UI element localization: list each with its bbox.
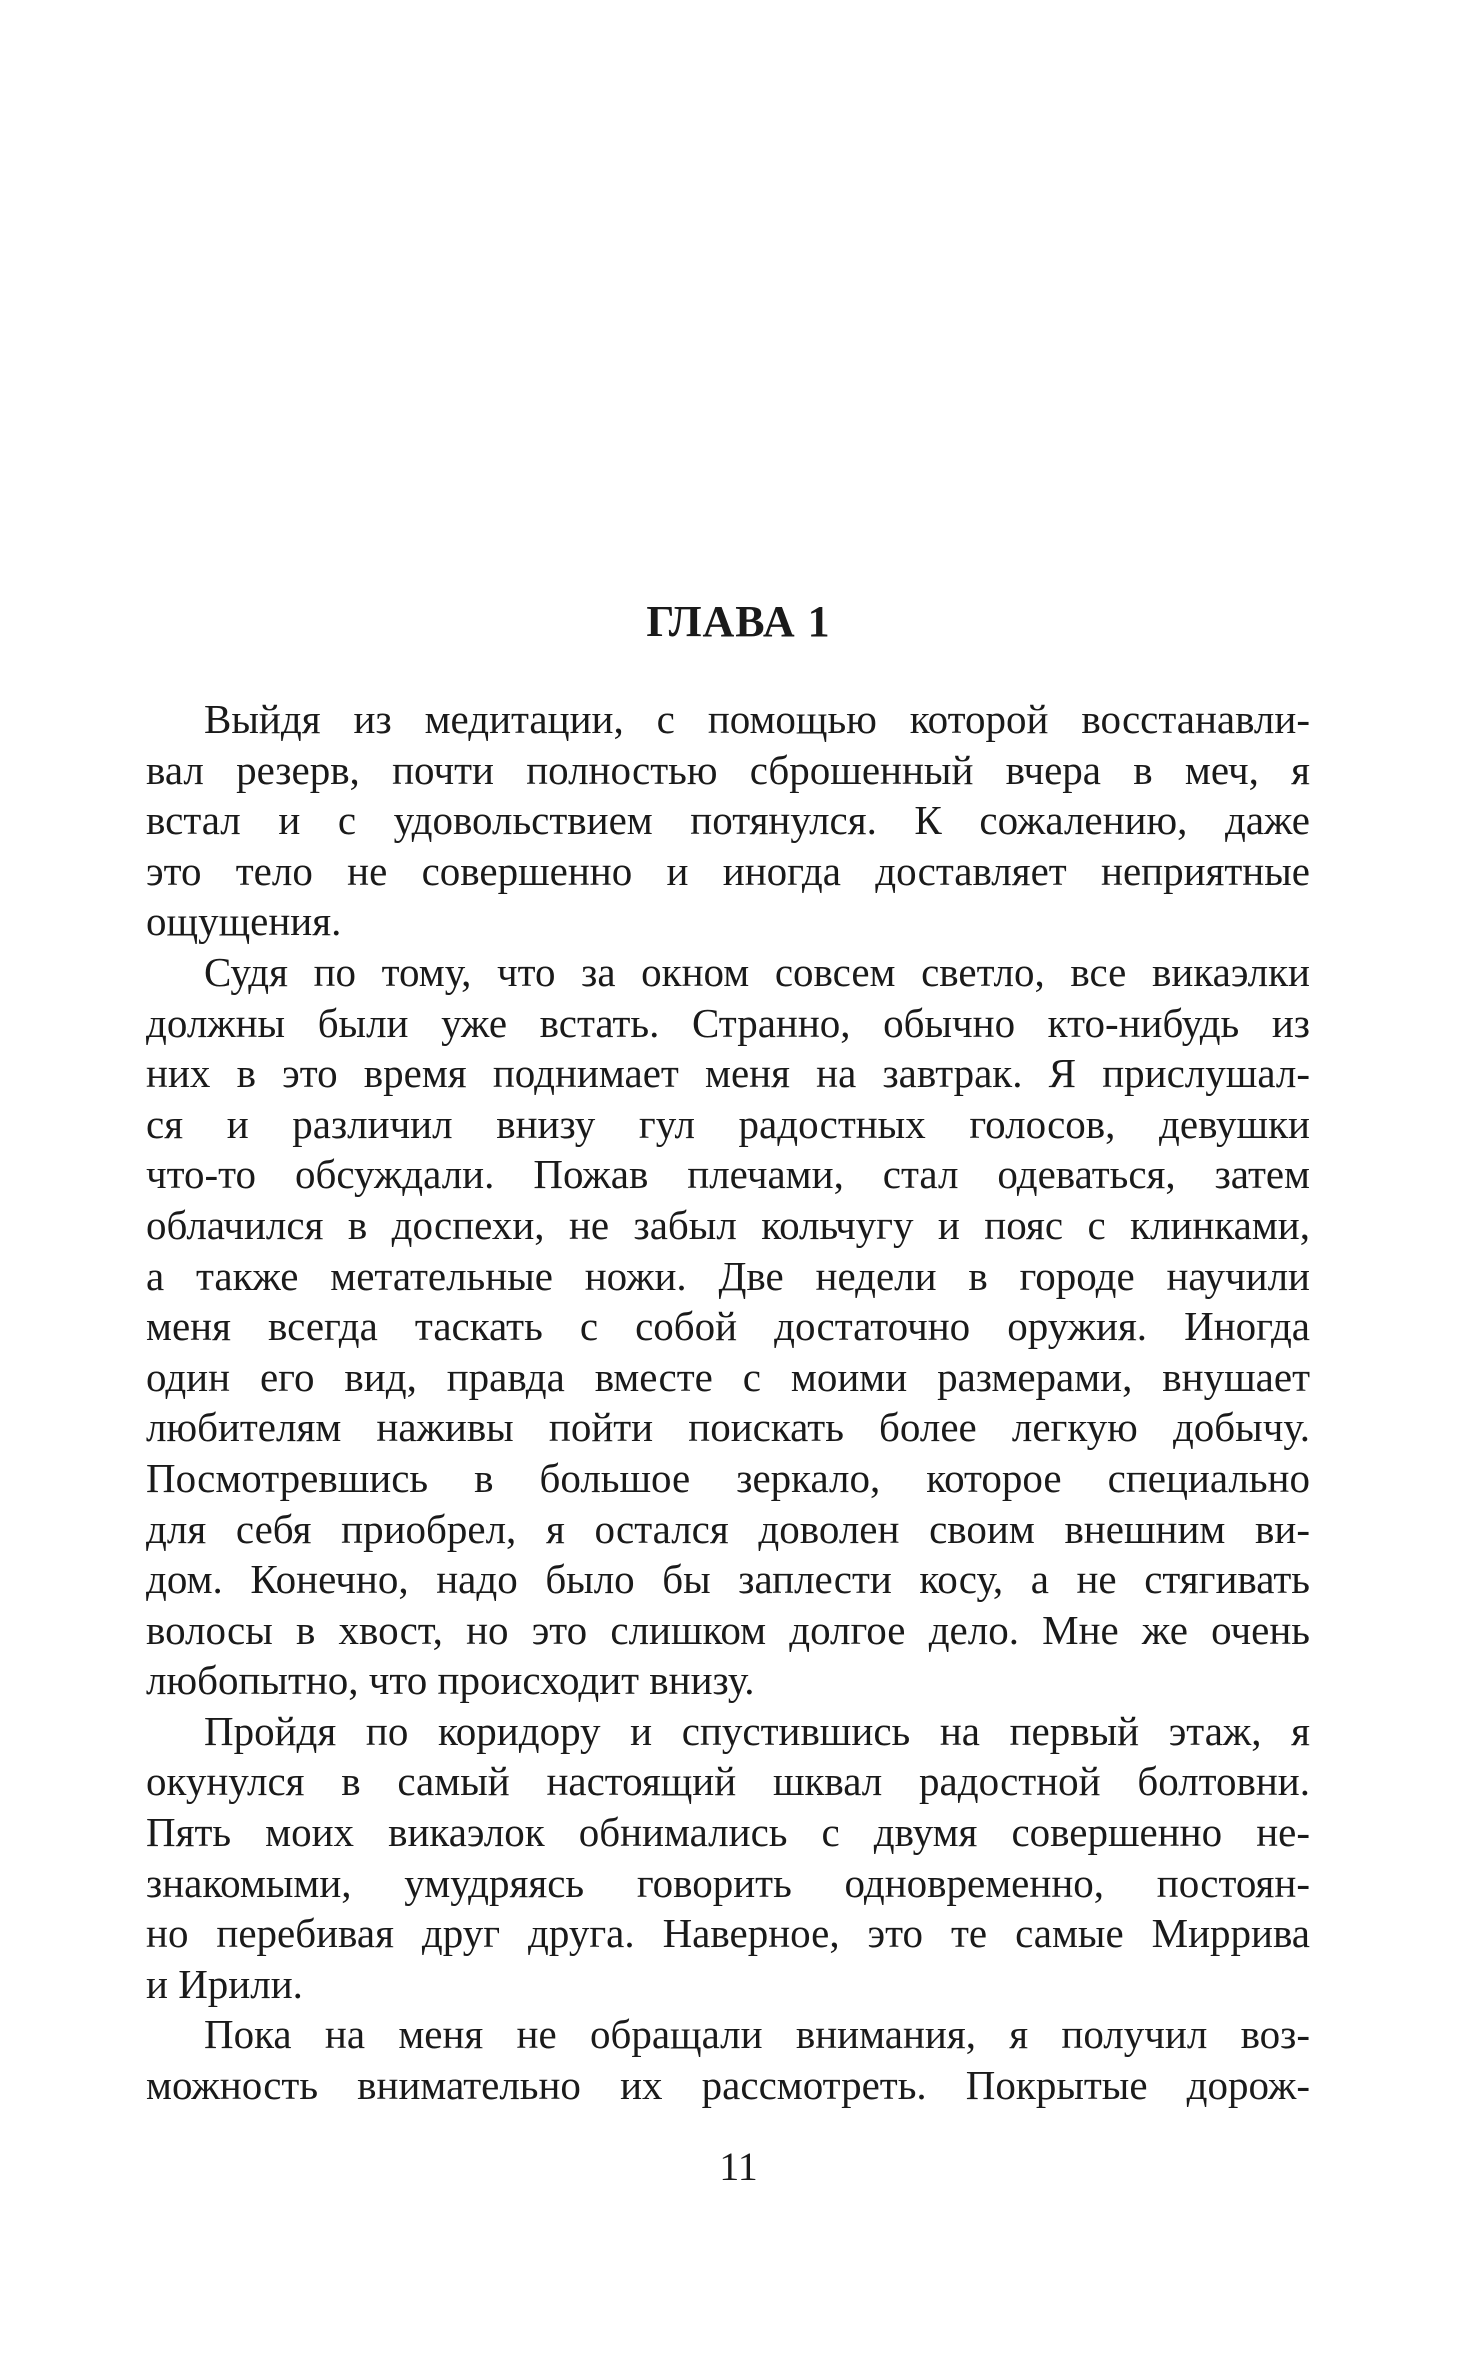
text-line: что-то обсуждали. Пожав плечами, стал одеваться, затем: [146, 1151, 1310, 1198]
text-line: Пять моих викаэлок обнимались с двумя совершенно не-: [146, 1809, 1310, 1856]
text-line: встал и с удовольствием потянулся. К сожалению, даже: [146, 797, 1310, 844]
text-line: но перебивая друг друга. Наверное, это те самые Миррива: [146, 1910, 1310, 1957]
text-line: Судя по тому, что за окном совсем светло, все викаэлки: [204, 948, 1310, 995]
text-line: волосы в хвост, но это слишком долгое дело. Мне же очень: [146, 1606, 1310, 1653]
text-line: это тело не совершенно и иногда доставляет неприятные: [146, 847, 1310, 894]
text-line: один его вид, правда вместе с моими размерами, внушает: [146, 1353, 1310, 1400]
text-line: Посмотревшись в большое зеркало, которое специально: [146, 1454, 1310, 1501]
text-line: меня всегда таскать с собой достаточно оружия. Иногда: [146, 1303, 1310, 1350]
text-line: дом. Конечно, надо было бы заплести косу, а не стягивать: [146, 1556, 1310, 1603]
text-line: окунулся в самый настоящий шквал радостной болтовни.: [146, 1758, 1310, 1805]
text-line: знакомыми, умудряясь говорить одновременно, постоян-: [146, 1859, 1310, 1906]
text-line: облачился в доспехи, не забыл кольчугу и пояс с клинками,: [146, 1201, 1310, 1248]
text-line: для себя приобрел, я остался доволен своим внешним ви-: [146, 1505, 1310, 1552]
text-line: вал резерв, почти полностью сброшенный вчера в меч, я: [146, 746, 1310, 793]
body-text: [146, 694, 1310, 2111]
page-number: 11: [719, 2144, 758, 2189]
text-line: Выйдя из медитации, с помощью которой восстанавли-: [204, 696, 1310, 742]
text-line: а также метательные ножи. Две недели в городе научили: [146, 1252, 1310, 1299]
text-line: и Ирили.: [146, 1960, 303, 2007]
text-line: них в это время поднимает меня на завтрак. Я прислушал-: [146, 1050, 1310, 1097]
text-line: любителям наживы пойти поискать более легкую добычу.: [146, 1404, 1310, 1451]
text-line: можность внимательно их рассмотреть. Покрытые дорож-: [146, 2062, 1310, 2109]
text-line: Пройдя по коридору и спустившись на первый этаж, я: [204, 1707, 1310, 1754]
text-line: Пока на меня не обращали внимания, я получил воз-: [204, 2011, 1310, 2058]
text-line: ощущения.: [146, 898, 342, 945]
text-line: ся и различил внизу гул радостных голосов, девушки: [146, 1100, 1310, 1147]
text-line: любопытно, что происходит внизу.: [146, 1657, 755, 1704]
chapter-title: ГЛАВА 1: [646, 597, 831, 646]
text-line: должны были уже встать. Странно, обычно кто-нибудь из: [146, 999, 1310, 1046]
